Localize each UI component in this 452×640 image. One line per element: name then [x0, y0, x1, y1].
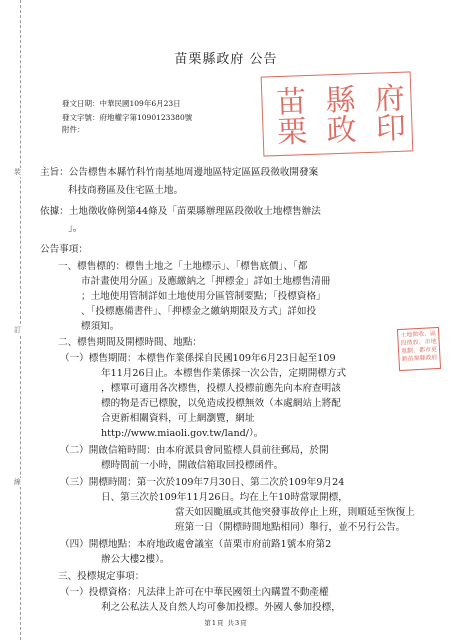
item-line: 標的物是否已標脫，以免造成投標無效（本處網站上將配: [101, 398, 341, 409]
item-line: （四）開標地點：本府地政處會議室（苗栗市府前路1號本府第2: [60, 539, 332, 550]
item-line: 年11月26日止。本標售作業係採一次公告，定期開標方式: [101, 368, 347, 379]
seal-column-3: 府印: [368, 81, 406, 143]
attachment-label: 附件：: [62, 125, 85, 134]
document-title: 苗栗縣政府 公告: [174, 52, 278, 67]
item-line: 班第一日（開標時間地點相同）舉行，並不另行公告。: [175, 522, 406, 533]
item-line: 一、標售標的：標售土地之「土地標示」、「標售底價」、「都: [58, 261, 308, 272]
item-line: 標須知。: [81, 321, 120, 332]
item-line: ；土地使用管制詳如土地使用分區管制要點；「投標資格」: [81, 291, 326, 302]
basis-line-1: 依據：土地徵收條例第44條及「苗栗縣辦理區段徵收土地標售辦法: [40, 206, 321, 217]
item-line: 、「投標應備書件」、「押標金之繳納期限及方式」詳如投: [81, 306, 317, 317]
basis-line-2: 」。: [68, 223, 83, 234]
item-line: （一）標售期間：本標售作業係採自民國109年6月23日起至109: [60, 353, 336, 364]
item-line: 辦公大樓2樓）。: [101, 554, 170, 565]
item-line: （三）開標時間：第一次於109年7月30日、第二次於109年9月24: [60, 477, 345, 488]
item-line: （二）開啟信箱時間：由本府派員會同監標人員前往郵局，於開: [60, 445, 329, 456]
seal-column-2: 縣政: [318, 83, 357, 145]
page-footer: 第1頁 共3頁: [204, 619, 248, 627]
subject-line-1: 主旨：公告標售本縣竹科竹南基地周邊地區特定區區段徵收開發案: [40, 167, 319, 178]
document-number: 發文字號：府地權字第1090123380號: [62, 113, 193, 122]
item-line: 三、投標規定事項：: [58, 571, 145, 582]
binding-mark-2: 訂: [14, 326, 21, 334]
official-seal: [261, 71, 414, 156]
binding-line: [20, 0, 21, 640]
items-heading: 公告事項：: [40, 244, 88, 255]
item-line: （一）投標資格：凡法律上許可在中華民國領土內購置不動產權: [60, 587, 329, 598]
item-line: 利之公私法人及自然人均可參加投標。外國人參加投標，: [101, 602, 341, 613]
item-line: 標時間前一小時，開啟信箱取回投標函件。: [101, 460, 284, 471]
item-line: ，標單可適用各次標售，投標人投標前應先向本府查明該: [101, 383, 341, 394]
binding-mark-1: 裝: [14, 168, 21, 176]
binding-mark-3: 線: [14, 478, 21, 486]
item-line: 二、標售期間及開標時間、地點：: [58, 337, 202, 348]
item-line: 當天如因颱風或其他突發事故停止上班，則順延至恢復上: [175, 507, 415, 518]
seal-column-1: 苗栗: [269, 85, 307, 147]
issue-date: 發文日期：中華民國109年6月23日: [62, 99, 181, 108]
department-stamp: 土地徵收、區段徵收、市地重劃、都市更新苗栗縣政府: [397, 327, 441, 371]
item-line: 市計畫使用分區」及應繳納之「押標金」詳如土地標售清冊: [81, 276, 331, 287]
subject-line-2: 科技商務區及住宅區土地。: [68, 185, 184, 196]
item-line: 合更新相關資料，可上網瀏覽，網址: [101, 413, 255, 424]
item-line: http://www.miaoli.gov.tw/land/）。: [101, 428, 264, 439]
item-line: 日、第三次於109年11月26日。均在上午10時當眾開標，: [101, 492, 348, 503]
